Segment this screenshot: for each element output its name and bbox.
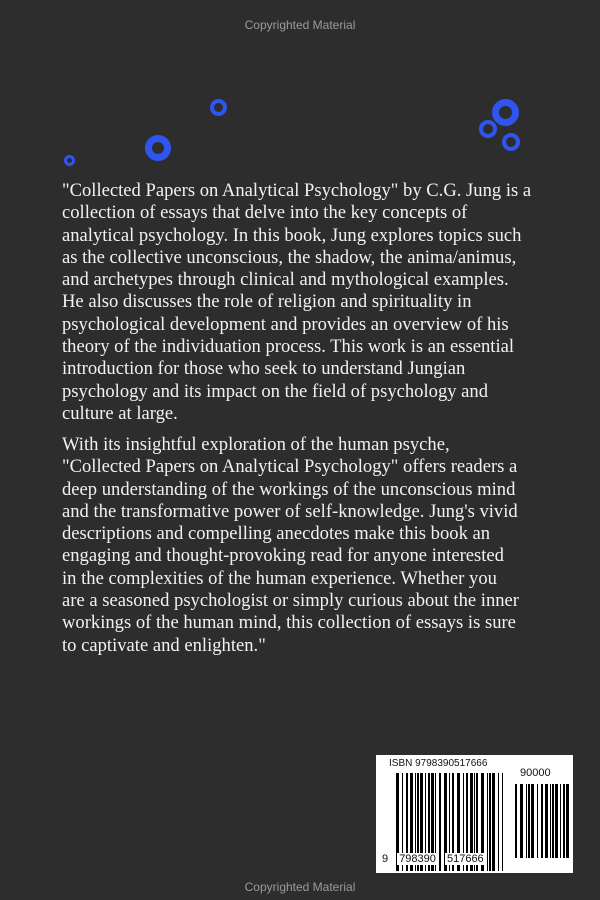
isbn-barcode	[376, 755, 573, 873]
barcode-bar	[552, 784, 554, 858]
barcode-bar	[528, 784, 530, 858]
description-line: in the complexities of the human experience. Whether you	[62, 567, 497, 589]
barcode-bar	[487, 773, 488, 871]
decorative-circle	[64, 155, 75, 166]
barcode-bar	[498, 773, 499, 871]
description-line: With its insightful exploration of the human psyche,	[62, 434, 450, 455]
description-paragraph-1	[62, 180, 531, 425]
decorative-circle	[502, 133, 520, 151]
barcode-bar	[545, 784, 548, 858]
barcode-bar	[541, 784, 543, 858]
description-line: introduction for those who seek to understand Jungian	[62, 358, 466, 380]
barcode-bar	[537, 784, 538, 858]
decorative-circle	[479, 120, 497, 138]
description-paragraph-2	[62, 434, 519, 657]
description-line: He also discusses the role of religion and spirituality in	[62, 291, 472, 313]
description-line: and archetypes through clinical and mythological examples.	[62, 269, 509, 291]
barcode-bar	[492, 773, 495, 871]
description-line: and the transformative power of self-knowledge. Jung's vivid	[62, 500, 518, 522]
description-line: descriptions and compelling anecdotes make this book an	[62, 523, 491, 545]
barcode-bar	[550, 784, 551, 858]
description-line: psychology and its impact on the field of psychology and	[62, 380, 489, 402]
barcode-addon-number: 90000	[520, 767, 551, 779]
barcode-bar	[560, 784, 561, 858]
description-line: psychological development and provides an overview of his	[62, 313, 509, 335]
description-line: "Collected Papers on Analytical Psychology" by C.G. Jung is a	[62, 180, 532, 201]
description-line: are a seasoned psychologist or simply curious about the inner	[62, 590, 519, 612]
description-line: as the collective unconscious, the shadow, the anima/animus,	[62, 246, 517, 268]
description-line: theory of the individuation process. This work is an essential	[62, 336, 515, 358]
description-line: analytical psychology. In this book, Jung explores topics such	[62, 224, 522, 246]
barcode-bar	[566, 784, 569, 858]
copyright-footer: Copyrighted Material	[244, 880, 356, 894]
isbn-label: ISBN 9798390517666	[389, 758, 488, 769]
barcode-bar	[526, 784, 527, 858]
decorative-circle	[145, 135, 171, 161]
description-line: workings of the human mind, this collection of essays is sure	[62, 612, 516, 634]
barcode-addon-bars	[515, 784, 570, 858]
barcode-bar	[520, 784, 523, 858]
barcode-bar	[531, 784, 534, 858]
barcode-digits-right: 517666	[446, 853, 484, 865]
description-line: culture at large.	[62, 402, 178, 424]
barcode-bar	[555, 784, 558, 858]
description-line: "Collected Papers on Analytical Psychology" offers readers a	[62, 456, 518, 478]
description-line: collection of essays that delve into the key concepts of	[62, 202, 468, 224]
description-line: to captivate and enlighten."	[62, 634, 266, 656]
description-line: engaging and thought-provoking read for anyone interested	[62, 545, 504, 567]
decorative-circle	[492, 99, 519, 126]
barcode-bar	[489, 773, 491, 871]
barcode-bar	[502, 773, 503, 871]
barcode-bar	[563, 784, 565, 858]
barcode-digit-lead: 9	[382, 853, 389, 865]
barcode-digits	[380, 853, 486, 865]
description-line: deep understanding of the workings of the unconscious mind	[62, 478, 516, 500]
decorative-circle	[210, 99, 227, 116]
barcode-digits-left: 798390	[399, 853, 436, 865]
copyright-header: Copyrighted Material	[244, 18, 356, 32]
barcode-bar	[515, 784, 517, 858]
